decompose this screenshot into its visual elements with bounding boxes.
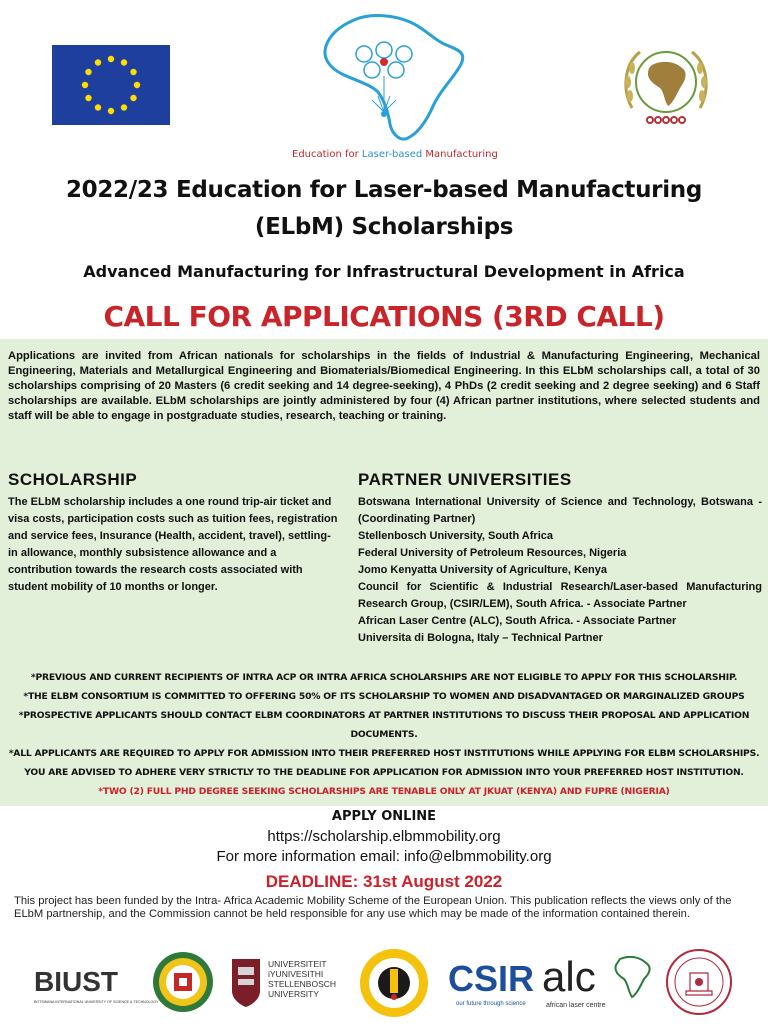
partner-item: Botswana International University of Science and Technology, Botswana -(Coordinating Partner) xyxy=(358,496,762,525)
fupre-logo xyxy=(356,945,432,1021)
eligibility-notes xyxy=(8,668,760,801)
jkuat-logo xyxy=(150,949,216,1015)
note-item: *PROSPECTIVE APPLICANTS SHOULD CONTACT ELBM COORDINATORS AT PARTNER INSTITUTIONS TO DISCUSS THEIR PROPOSAL AND APPLICATION DOCUMENTS. xyxy=(18,710,750,740)
partner-logos-row xyxy=(0,945,768,1024)
header-logos xyxy=(0,0,768,170)
stellenbosch-line-2: iYUNIVESITHI xyxy=(268,969,324,979)
partner-item: Universita di Bologna, Italy – Technical Partner xyxy=(358,632,603,644)
elbm-logo xyxy=(292,8,498,160)
apply-heading: APPLY ONLINE xyxy=(331,809,437,824)
stellenbosch-line-4: UNIVERSITY xyxy=(268,989,320,999)
scholarship-body: The ELbM scholarship includes a one round trip-air ticket and visa costs, participation costs such as tuition fees, registration and service fees, Insurance (Health, accident, travel), settling-in allowance, monthly subsistence allowance and a contribution towards the research costs associated with student mobility of 10 months or longer. xyxy=(8,496,338,593)
partners-list xyxy=(358,494,762,647)
csir-logo xyxy=(446,951,535,1011)
partners-heading: PARTNER UNIVERSITIES xyxy=(358,470,572,489)
biust-name: BIUST xyxy=(34,966,118,997)
partner-item: Stellenbosch University, South Africa xyxy=(358,530,553,542)
stellenbosch-logo xyxy=(228,953,348,1011)
stellenbosch-line-3: STELLENBOSCH xyxy=(268,979,337,989)
note-item-highlight: *TWO (2) FULL PHD DEGREE SEEKING SCHOLARSHIPS ARE TENABLE ONLY AT JKUAT (KENYA) AND FUPRE (NIGERIA) xyxy=(98,786,670,797)
note-item: *PREVIOUS AND CURRENT RECIPIENTS OF INTRA ACP OR INTRA AFRICA SCHOLARSHIPS ARE NOT ELIGIBLE TO APPLY FOR THIS SCHOLARSHIP. xyxy=(30,672,738,683)
partner-item: Federal University of Petroleum Resources, Nigeria xyxy=(358,547,627,559)
african-union-emblem-icon xyxy=(618,38,714,134)
csir-tagline: our future through science xyxy=(456,1001,526,1007)
title-line-1: 2022/23 Education for Laser-based Manufacturing xyxy=(65,177,703,203)
elbm-tagline: Education for Laser-based Manufacturing xyxy=(292,149,498,160)
apply-url-link[interactable]: https://scholarship.elbmmobility.org xyxy=(267,828,501,845)
alc-logo xyxy=(540,949,658,1013)
biust-logo xyxy=(30,959,159,1009)
partner-item: Jomo Kenyatta University of Agriculture, Kenya xyxy=(358,564,607,576)
call-heading: CALL FOR APPLICATIONS (3RD CALL) xyxy=(103,300,665,333)
alc-name: alc xyxy=(542,953,596,1000)
page-subtitle: Advanced Manufacturing for Infrastructural Development in Africa xyxy=(83,262,685,281)
funding-disclaimer: This project has been funded by the Intra- Africa Academic Mobility Scheme of the European Union. This publication reflects the views only of the ELbM partnership, and the Commission cannot be held responsible for any use which may be made of the information contained therein. xyxy=(14,895,732,920)
contact-email-line[interactable]: For more information email: info@elbmmobility.org xyxy=(216,848,552,865)
partner-item: Council for Scientific & Industrial Research/Laser-based Manufacturing Research Group, (CSIR/LEM), South Africa. - Associate Partner xyxy=(358,581,762,610)
africa-outline-icon xyxy=(292,8,482,148)
biust-subtitle: BOTSWANA INTERNATIONAL UNIVERSITY OF SCIENCE & TECHNOLOGY xyxy=(34,1000,159,1004)
partner-item: African Laser Centre (ALC), South Africa. - Associate Partner xyxy=(358,615,677,627)
note-item: *ALL APPLICANTS ARE REQUIRED TO APPLY FOR ADMISSION INTO THEIR PREFERRED HOST INSTITUTIONS WHILE APPLYING FOR ELBM SCHOLARSHIPS. YOU ARE ADVISED TO ADHERE VERY STRICTLY TO THE DEADLINE FOR APPLICATION FOR ADMISSION INTO YOUR PREFERRED HOST INSTITUTION. xyxy=(8,748,760,778)
alc-subtitle: african laser centre xyxy=(546,1002,606,1009)
deadline-text: DEADLINE: 31st August 2022 xyxy=(265,872,503,891)
page-title xyxy=(20,172,748,246)
title-line-2: (ELbM) Scholarships xyxy=(254,214,514,240)
stellenbosch-line-1: UNIVERSITEIT xyxy=(268,959,327,969)
csir-name: CSIR xyxy=(448,958,535,999)
note-item: *THE ELBM CONSORTIUM IS COMMITTED TO OFFERING 50% OF ITS SCHOLARSHIP TO WOMEN AND DISADVANTAGED OR MARGINALIZED GROUPS xyxy=(23,691,745,702)
intro-paragraph: Applications are invited from African nationals for scholarships in the fields of Industrial & Manufacturing Engineering, Mechanical Engineering, Materials and Metallurgical Engineering and Biomaterials/Biomedical Engineering. In this ELbM scholarships call, a total of 30 scholarships comprising of 20 Masters (6 credit seeking and 14 degree-seeking), 4 PhDs (2 credit seeking and 2 degree seeking) and 6 Staff scholarships are available. ELbM scholarships are jointly administered by four (4) African partner institutions, where selected students and staff will be able to engage in postgraduate studies, research, teaching or training. xyxy=(8,350,760,422)
scholarship-heading: SCHOLARSHIP xyxy=(8,470,138,489)
bologna-seal-icon xyxy=(664,947,734,1017)
eu-flag-icon xyxy=(52,45,170,125)
